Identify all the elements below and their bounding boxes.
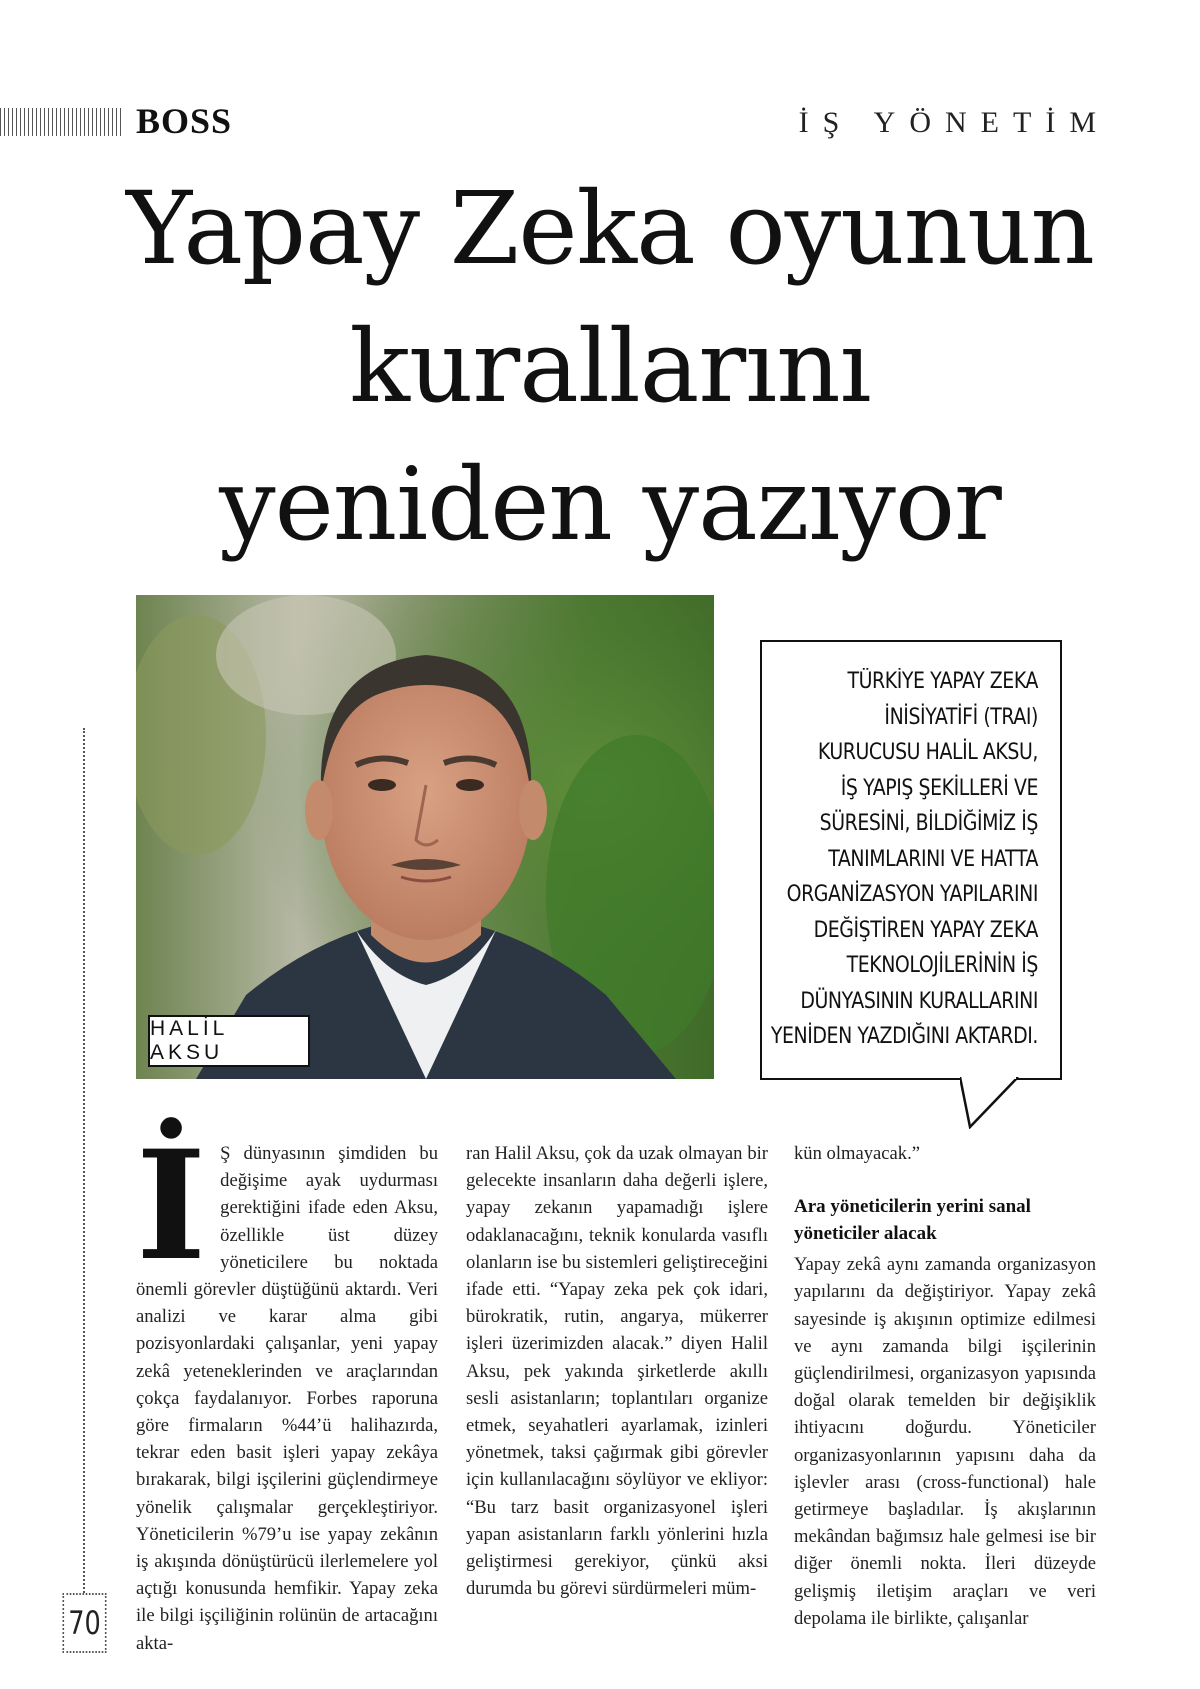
drop-cap: İ [136, 1118, 207, 1294]
title-line-3: yeniden yazıyor [219, 446, 1001, 563]
portrait-photo [136, 595, 714, 1079]
page-number: 70 [63, 1593, 107, 1653]
callout-line: İNİSİYATİFİ (TRAI) [884, 704, 1038, 730]
title-line-1: Yapay Zeka oyunun [126, 170, 1094, 287]
speech-bubble-tail [960, 1077, 1020, 1129]
callout-line: SÜRESİNİ, BİLDİĞİMİZ İŞ [819, 811, 1038, 836]
callout-line: DEĞİŞTİREN YAPAY ZEKA [813, 917, 1038, 943]
body-column-3 [794, 1140, 1096, 1632]
callout-line: TÜRKİYE YAPAY ZEKA [847, 669, 1038, 694]
header-rule-lines [0, 108, 122, 136]
body-column-1 [136, 1118, 438, 1657]
body-text-column-1: Ş dünyasının şimdiden bu değişime ayak uydurması gerektiğini ifade eden Aksu, özellikle üst düzey yöneticilere bu noktada önemli görevler düştüğünü aktardı. Veri analizi ve karar alma gibi pozisyonlardaki çalışanlar, yeni yapay zekâ yeteneklerinden ve araçlarından çokça faydalanıyor. Forbes raporuna göre firmaların %44’ü halihazırda, tekrar eden basit işleri yapay zekâya bırakarak, bilgi işçilerini güçlendirmeye yönelik çalışmalar gerçekleştiriyor. Yöneticilerin %79’u ise yapay zekânın iş akışında dönüştürücü ilerlemelere yol açtığı konusunda hemfikir. Yapay zeka ile bilgi işçiliğinin rolünün de artacağını akta- [136, 1143, 438, 1654]
magazine-logo: BOSS [136, 101, 233, 141]
callout-line: KURUCUSU HALİL AKSU, [817, 740, 1038, 765]
callout-line: DÜNYASININ KURALLARINI [800, 988, 1038, 1014]
body-text-column-2: ran Halil Aksu, çok da uzak olmayan bir gelecekte insanların daha değerli işlere, yapay zekanın yapamadığı işlere odaklanacağını, teknik konularda vasıflı olanların ise bu sistemleri geliştireceğini ifade etti. “Yapay zeka pek çok idari, bürokratik, rutin, angarya, mükerrer işleri üzerimizden alacak.” diyen Halil Aksu, pek yakında şirketlerde akıllı sesli asistanların; toplantıları organize etmek, seyahatleri ayarlamak, izinleri yönetmek, taksi çağırmak gibi görevler için kullanılacağını söylüyor ve ekliyor: “Bu tarz basit organizasyonel işleri yapan asistanların farklı yönlerini hızla geliştirmesi gerekiyor, çünkü aksi durumda bu görevi sürdürmeleri müm- [466, 1143, 768, 1600]
article-title [60, 160, 1160, 574]
photo-caption: HALİL AKSU [148, 1015, 310, 1067]
section-subheading: Ara yöneticilerin yerini sanal yöneticiler alacak [794, 1196, 1031, 1245]
callout-text [770, 664, 1038, 1055]
body-text-column-3-intro: kün olmayacak.” [794, 1143, 920, 1164]
portrait-illustration [136, 595, 714, 1079]
title-line-2: kurallarını [349, 308, 871, 425]
margin-dotted-rule [83, 728, 85, 1593]
callout-line: TEKNOLOJİLERİNİN İŞ [846, 953, 1038, 978]
callout-line: YENİDEN YAZDIĞINI AKTARDI. [770, 1024, 1038, 1049]
callout-line: ORGANİZASYON YAPILARINI [786, 882, 1038, 907]
callout-line: İŞ YAPIŞ ŞEKİLLERİ VE [840, 775, 1038, 801]
body-column-2 [466, 1140, 768, 1602]
body-text-column-3: Yapay zekâ aynı zamanda organizasyon yapılarını da değiştiriyor. Yapay zekâ sayesinde iş akışının optimize edilmesi ve aynı zamanda bilgi işçilerinin güçlendirilmesi, organizasyon yapısında doğal olarak temelden bir değişiklik ihtiyacını doğurdu. Yöneticiler organizasyonlarının yapısını daha da işlevler arası (cross-functional) hale getirmeye başladılar. İş akışlarının mekândan bağımsız hale gelmesi ise bir diğer önemli nokta. İleri düzeyde gelişmiş iletişim araçları ve veri depolama ile birlikte, çalışanlar [794, 1254, 1096, 1629]
callout-box [760, 640, 1062, 1080]
section-label: İŞ YÖNETİM [798, 106, 1110, 139]
callout-line: TANIMLARINI VE HATTA [828, 846, 1038, 872]
